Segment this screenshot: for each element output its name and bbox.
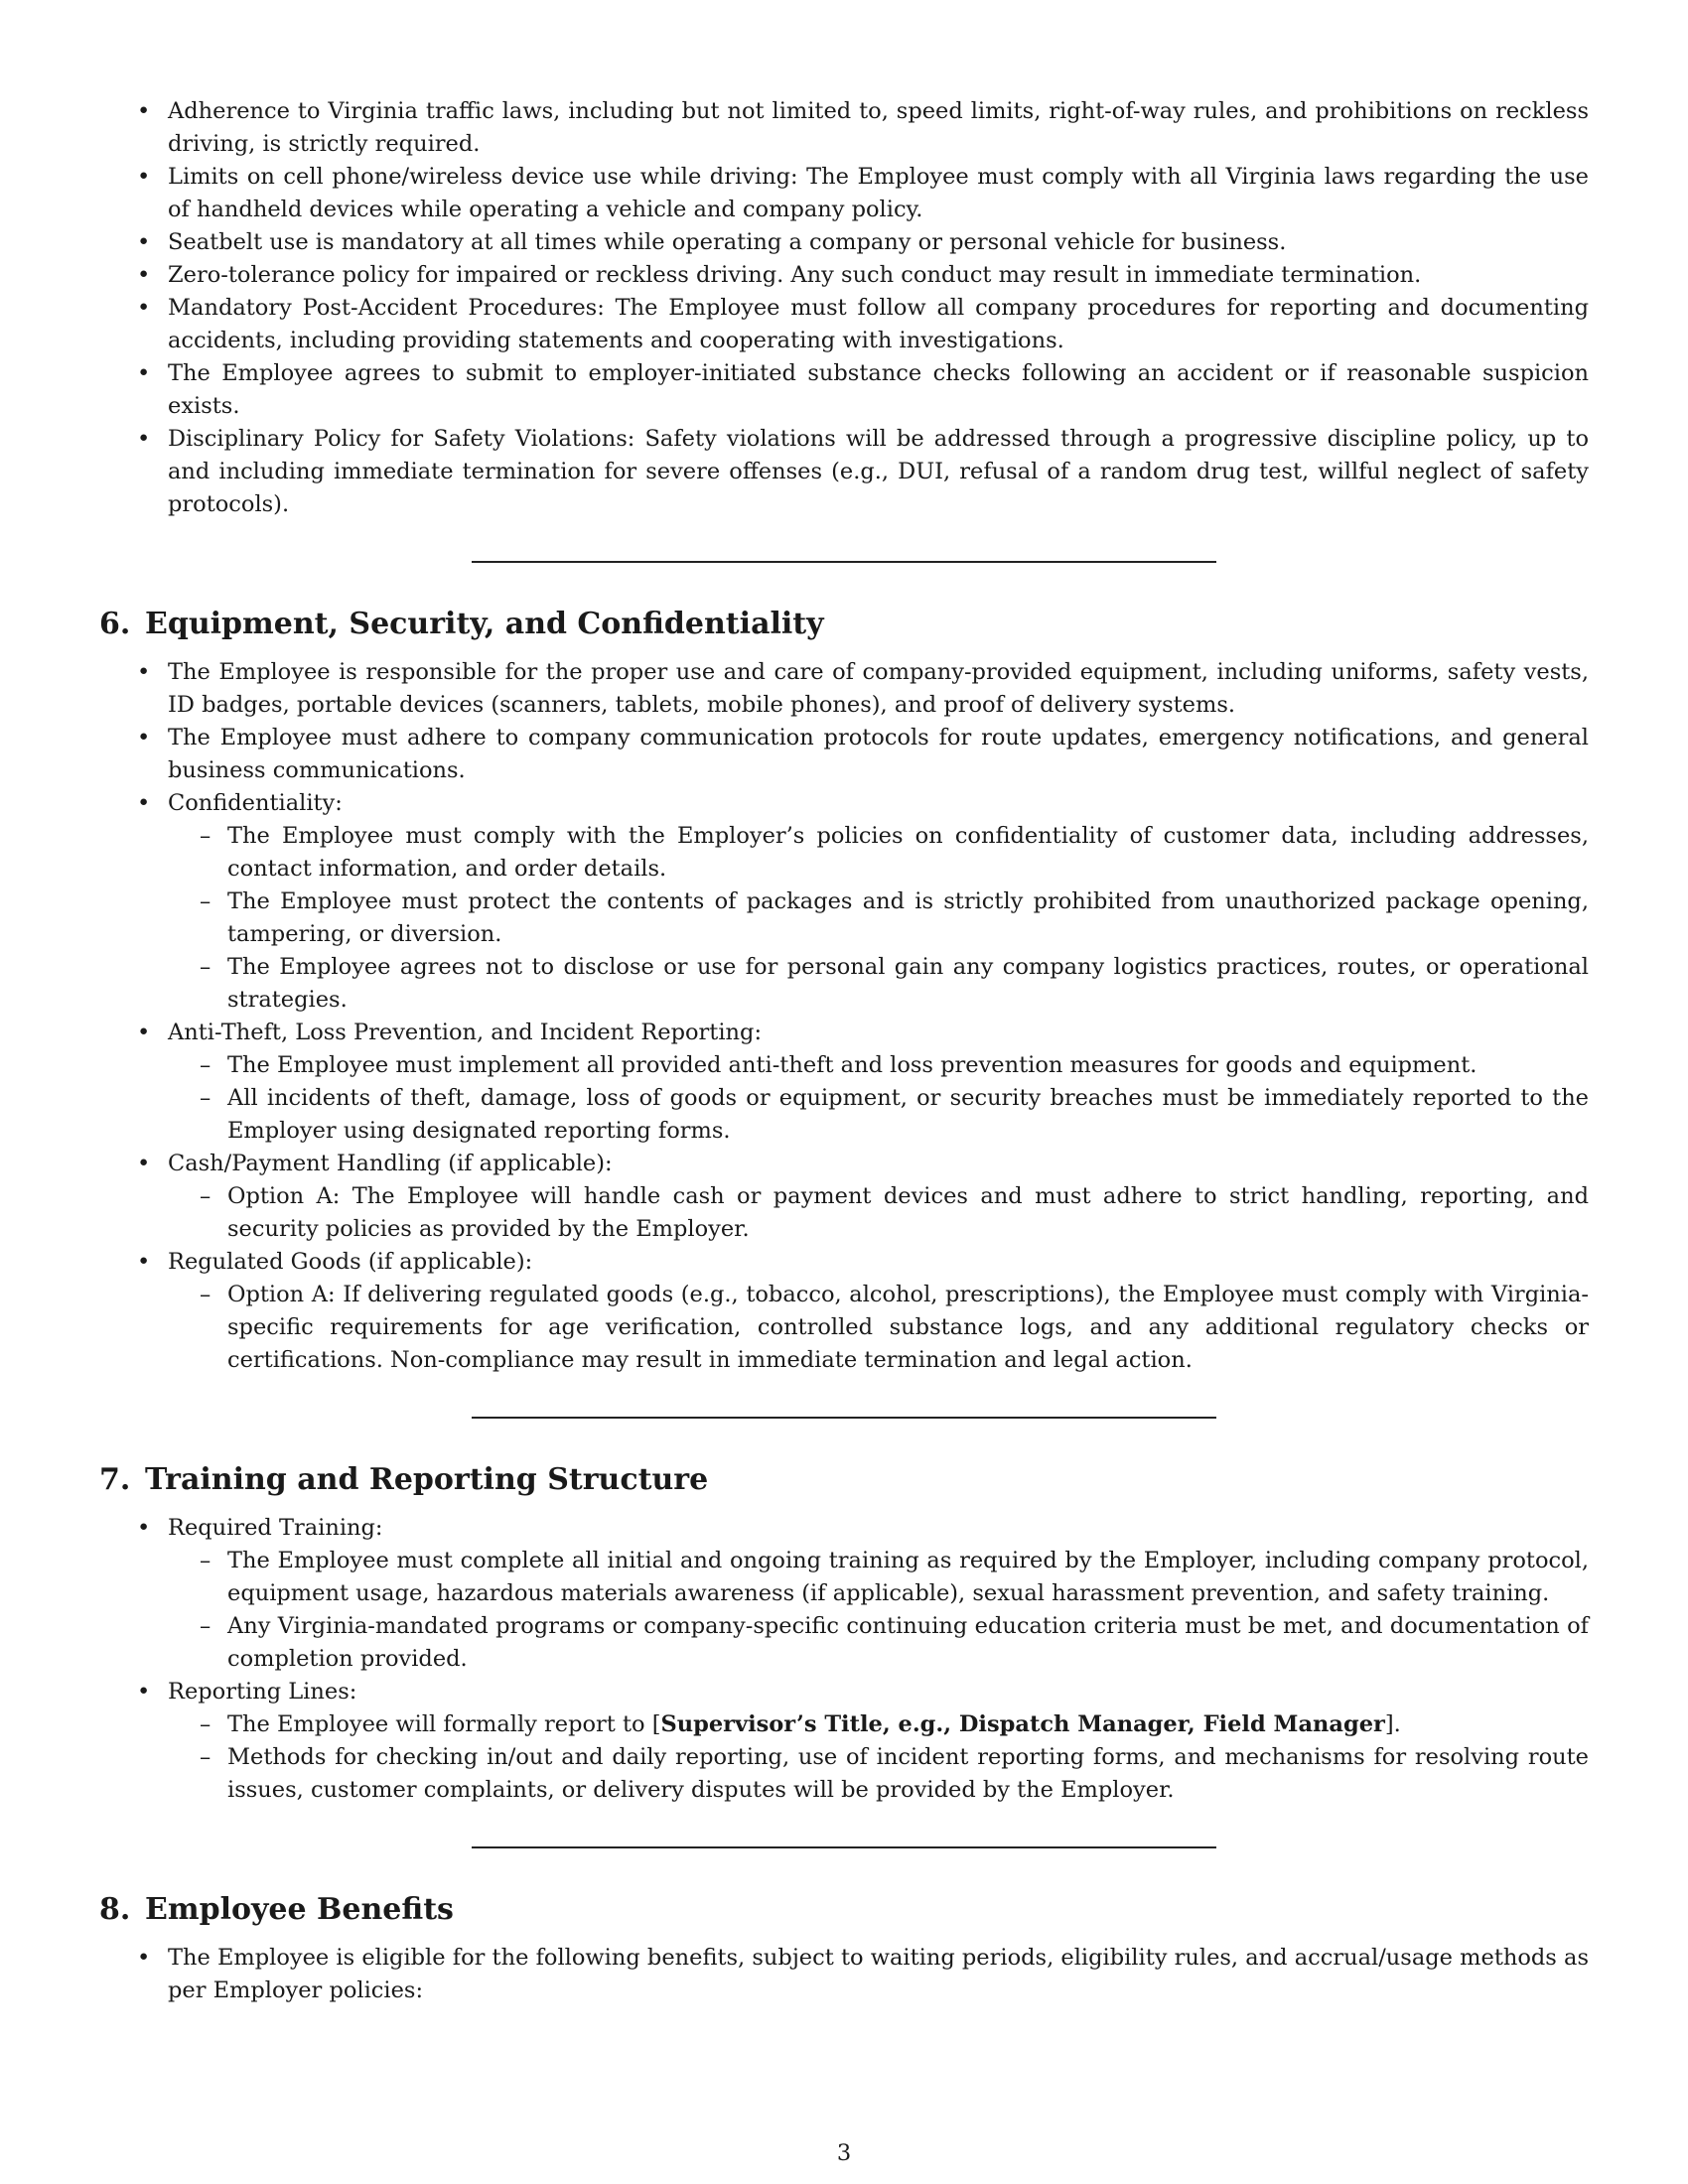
report-prefix: The Employee will formally report to [ <box>227 1711 661 1737</box>
section-divider <box>472 1846 1216 1848</box>
list-item-label: Required Training: <box>168 1515 383 1541</box>
supervisor-title-placeholder: Supervisor’s Title, e.g., Dispatch Manager, Field Manager <box>660 1711 1385 1737</box>
list-item <box>99 1676 1589 1807</box>
sub-list-item: – Methods for checking in/out and daily reporting, use of incident reporting forms, and mechanisms for resolving route issues, customer complaints, or delivery disputes will be provided by the Employer. <box>168 1741 1589 1807</box>
list-item: • Mandatory Post-Accident Procedures: The Employee must follow all company procedures for reporting and documenting accidents, including providing statements and cooperating with investigations. <box>99 292 1589 357</box>
section-title: Equipment, Security, and Confidentiality <box>145 607 824 641</box>
driving-policy-list <box>99 95 1589 521</box>
section-number: 7. <box>99 1462 131 1497</box>
list-item: • Adherence to Virginia traffic laws, including but not limited to, speed limits, right-of-way rules, and prohibitions on reckless driving, is strictly required. <box>99 95 1589 161</box>
section-divider <box>472 561 1216 563</box>
section-number: 6. <box>99 607 131 641</box>
sub-list-item: – Any Virginia-mandated programs or company-specific continuing education criteria must be met, and documentation of completion provided. <box>168 1610 1589 1676</box>
section-6-list <box>99 656 1589 1377</box>
document-page <box>99 95 1589 2007</box>
list-item-label: Cash/Payment Handling (if applicable): <box>168 1151 613 1176</box>
sub-list-item: – The Employee must protect the contents of packages and is strictly prohibited from unauthorized package opening, tampering, or diversion. <box>168 886 1589 951</box>
sub-list <box>168 820 1589 1017</box>
sub-list-item: – Option A: The Employee will handle cash or payment devices and must adhere to strict handling, reporting, and security policies as provided by the Employer. <box>168 1180 1589 1246</box>
list-item <box>99 787 1589 1017</box>
list-item: • Zero-tolerance policy for impaired or reckless driving. Any such conduct may result in immediate termination. <box>99 259 1589 292</box>
list-item <box>99 1512 1589 1676</box>
section-heading-7 <box>99 1460 1589 1500</box>
sub-list-item: – Option A: If delivering regulated goods (e.g., tobacco, alcohol, prescriptions), the Employee must comply with Virginia-specific requirements for age verification, controlled substance logs, and any additional regulatory checks or certifications. Non-compliance may result in immediate termination and legal action. <box>168 1279 1589 1377</box>
sub-list-item: – The Employee agrees not to disclose or use for personal gain any company logistics practices, routes, or operational strategies. <box>168 951 1589 1017</box>
section-title: Employee Benefits <box>145 1892 454 1927</box>
sub-list <box>168 1180 1589 1246</box>
sub-list-item: – All incidents of theft, damage, loss of goods or equipment, or security breaches must be immediately reported to the Employer using designated reporting forms. <box>168 1082 1589 1148</box>
section-heading-8 <box>99 1890 1589 1930</box>
list-item: • Disciplinary Policy for Safety Violations: Safety violations will be addressed through a progressive discipline policy, up to and including immediate termination for severe offenses (e.g., DUI, refusal of a random drug test, willful neglect of safety protocols). <box>99 423 1589 521</box>
list-item-label: Anti-Theft, Loss Prevention, and Incident Reporting: <box>168 1020 763 1045</box>
list-item-label: Reporting Lines: <box>168 1679 357 1705</box>
section-title: Training and Reporting Structure <box>145 1462 709 1497</box>
list-item: • The Employee must adhere to company communication protocols for route updates, emergency notifications, and general business communications. <box>99 722 1589 787</box>
sub-list-item: – The Employee must implement all provided anti-theft and loss prevention measures for goods and equipment. <box>168 1049 1589 1082</box>
sub-list <box>168 1545 1589 1676</box>
list-item <box>99 1017 1589 1148</box>
sub-list-item: – The Employee must complete all initial and ongoing training as required by the Employer, including company protocol, equipment usage, hazardous materials awareness (if applicable), sexual harassment prevention, and safety training. <box>168 1545 1589 1610</box>
list-item <box>99 1246 1589 1377</box>
list-item: • The Employee agrees to submit to employer-initiated substance checks following an accident or if reasonable suspicion exists. <box>99 357 1589 423</box>
section-heading-6 <box>99 605 1589 644</box>
list-item-label: Confidentiality: <box>168 790 343 816</box>
list-item <box>99 1148 1589 1246</box>
sub-list-item: – The Employee must comply with the Employer’s policies on confidentiality of customer data, including addresses, contact information, and order details. <box>168 820 1589 886</box>
section-8-list <box>99 1942 1589 2007</box>
report-suffix: ]. <box>1384 1711 1401 1737</box>
list-item: • The Employee is responsible for the proper use and care of company-provided equipment, including uniforms, safety vests, ID badges, portable devices (scanners, tablets, mobile phones), and proof of delivery systems. <box>99 656 1589 722</box>
list-item-label: Regulated Goods (if applicable): <box>168 1249 533 1275</box>
sub-list <box>168 1049 1589 1148</box>
sub-list <box>168 1708 1589 1807</box>
section-divider <box>472 1417 1216 1419</box>
sub-list <box>168 1279 1589 1377</box>
section-number: 8. <box>99 1892 131 1927</box>
list-item: • The Employee is eligible for the following benefits, subject to waiting periods, eligibility rules, and accrual/usage methods as per Employer policies: <box>99 1942 1589 2007</box>
page-number: 3 <box>836 2140 852 2166</box>
section-7-list <box>99 1512 1589 1807</box>
list-item: • Limits on cell phone/wireless device use while driving: The Employee must comply with all Virginia laws regarding the use of handheld devices while operating a vehicle and company policy. <box>99 161 1589 226</box>
list-item: • Seatbelt use is mandatory at all times while operating a company or personal vehicle for business. <box>99 226 1589 259</box>
sub-list-item <box>168 1708 1589 1741</box>
